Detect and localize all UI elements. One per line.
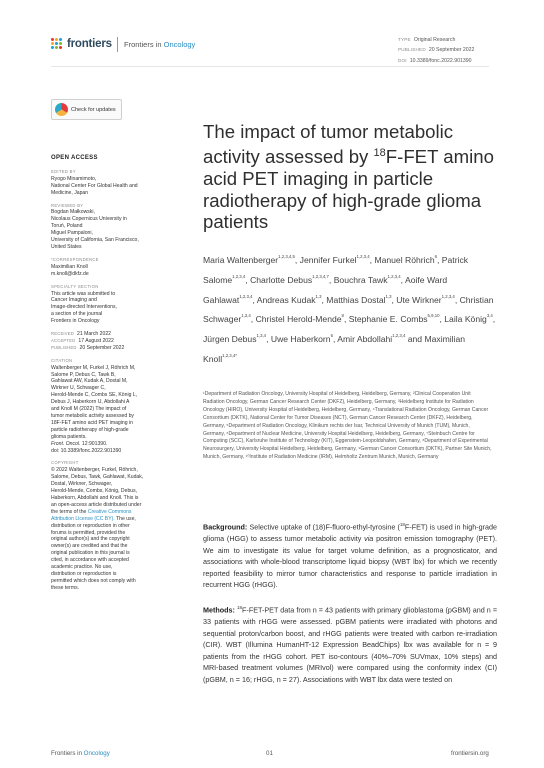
copyright-line: Dostal, Wirkner, Schwager,	[51, 481, 113, 488]
citation-line: Salome P, Debus C, Tawk B,	[51, 371, 116, 378]
footer-website-link[interactable]: frontiersin.org	[451, 750, 489, 757]
received-date	[51, 331, 166, 338]
author-affiliation-marks: 6	[434, 254, 438, 259]
citation-line: Herold-Mende C, Combs SE, König L,	[51, 392, 138, 399]
published-label: PUBLISHED	[398, 47, 426, 53]
accepted-value: 17 August 2022	[78, 337, 114, 344]
citation-label: CITATION	[51, 357, 73, 363]
journal-name[interactable]	[124, 40, 195, 49]
reviewer-line: Miguel Pampaloni,	[51, 230, 93, 237]
journal-prefix: Frontiers in	[124, 40, 164, 49]
reviewed-by-label: REVIEWED BY	[51, 202, 84, 208]
correspondence-label: *CORRESPONDENCE	[51, 256, 99, 262]
author-name[interactable]: Stephanie E. Combs	[348, 314, 428, 325]
author-separator: ,	[332, 334, 338, 345]
author-name[interactable]: Amir Abdollahi	[337, 334, 393, 345]
copyright-line: Salome, Debus, Tawk, Gahlawat, Kudak,	[51, 474, 144, 481]
abstract-methods	[203, 602, 497, 686]
frontiers-logo[interactable]	[51, 38, 112, 50]
author-affiliation-marks: 6	[330, 333, 333, 339]
copyright-line: distribution or reproduction is	[51, 570, 117, 577]
title-isotope: 18	[373, 146, 386, 159]
author-name[interactable]: Maria Waltenberger	[203, 255, 279, 265]
author-separator: ,	[328, 274, 334, 285]
header-rule	[51, 66, 489, 67]
citation-line: Wirkner U, Schwager C,	[51, 385, 106, 392]
author-separator: ,	[437, 255, 442, 265]
article-sidebar	[51, 155, 166, 592]
copyright-line: Herold-Mende, Combs, König, Debus,	[51, 488, 138, 495]
author-name[interactable]: Christel Herold-Mende	[255, 314, 342, 325]
accepted-date	[51, 338, 166, 345]
author-separator: ,	[391, 294, 397, 305]
cc-license-link[interactable]: Attribution License (CC BY).	[51, 515, 115, 522]
citation-volume: 12:901390.	[80, 440, 108, 447]
author-separator: ,	[266, 334, 271, 345]
reviewer-line: Bogdan Małkowski,	[51, 209, 95, 216]
author-separator: ,	[492, 314, 496, 325]
doi-label: DOI	[398, 57, 407, 63]
abstract	[203, 519, 497, 697]
author-separator: ,	[294, 255, 300, 265]
citation-line: and Knoll M (2022) The impact of	[51, 406, 127, 413]
author-name[interactable]: Jürgen Debus	[203, 334, 257, 345]
copyright-line: Haberkorn, Abdollahi and Knoll. This is	[51, 494, 139, 501]
specialty-line: a section of the journal	[51, 311, 103, 318]
copyright-line: forums is permitted, provided the	[51, 529, 126, 536]
reviewer-line: United States	[51, 243, 82, 250]
author-affiliation-marks: 1,3	[315, 293, 322, 299]
author-name[interactable]: Laila König	[444, 314, 487, 325]
background-text: positron emission tomography (PET). We aim to investigate its value for target volume definition, as a prognosticator, and associations with whole-blood transcriptome liquid biopsy (WBT lbx) for which we recently reported feasibility to mirror tumor characteristics and response to particle irradiation in recurrent HGG (rHGG).	[203, 533, 497, 590]
background-text: Selective uptake of (18)F-fluoro-ethyl-tyrosine (	[247, 522, 400, 532]
doi-value[interactable]: 10.3389/fonc.2022.901390	[409, 57, 472, 64]
type-value: Original Research	[413, 37, 456, 43]
copyright-text: the terms of the	[51, 508, 87, 515]
author-affiliation-marks: 5,9,10	[427, 313, 440, 319]
published-value: 20 September 2022	[79, 344, 125, 351]
methods-isotope: 18	[237, 604, 243, 610]
background-isotope: 18	[399, 522, 405, 527]
published-date	[51, 345, 166, 352]
published-value: 20 September 2022	[428, 47, 475, 54]
author-affiliation-marks: 1,3,4	[256, 333, 267, 339]
frontiers-logo-icon	[51, 38, 63, 50]
specialty-label: SPECIALTY SECTION	[51, 283, 99, 289]
edited-by-label: EDITED BY	[51, 168, 76, 174]
copyright-line: cited, in accordance with accepted	[51, 557, 129, 564]
open-access-label: OPEN ACCESS	[51, 155, 98, 161]
specialty-line: This article was submitted to	[51, 290, 116, 297]
author-separator: ,	[400, 274, 405, 285]
methods-label: Methods:	[203, 605, 235, 615]
edited-by-line: Medicine, Japan	[51, 189, 89, 196]
footer-journal-name: Oncology	[83, 750, 110, 757]
author-list	[203, 249, 498, 368]
background-via: via	[364, 533, 374, 543]
author-separator: ,	[439, 314, 445, 325]
citation-line: 18F-FET amino acid PET imaging in	[51, 419, 133, 426]
copyright-line: permitted which does not comply with	[51, 577, 136, 584]
correspondence-name: Maximilian Knoll	[51, 263, 88, 270]
copyright-line: original author(s) and the copyright	[51, 536, 130, 543]
author-name[interactable]: Uwe Haberkorn	[270, 334, 331, 345]
author-name[interactable]: and Maximilian Knoll	[203, 334, 466, 364]
page-number: 01	[266, 750, 273, 757]
copyright-line: academic practice. No use,	[51, 564, 113, 571]
received-label: RECEIVED	[51, 331, 75, 337]
cc-link[interactable]: Creative Commons	[87, 508, 132, 515]
background-label: Background:	[203, 522, 248, 532]
author-affiliation-marks: 1,2,3,4,5	[278, 254, 295, 259]
check-updates-label: Check for updates	[71, 106, 116, 113]
copyright-text: The use,	[114, 515, 136, 522]
citation-line: Gahlawat AW, Kudak A, Dostal M,	[51, 378, 128, 385]
copyright-line: these terms.	[51, 584, 80, 591]
specialty-line: Cancer Imaging and	[51, 297, 97, 304]
author-affiliation-marks: 1,2,3,4,7	[312, 273, 329, 279]
author-affiliation-marks: 8	[341, 313, 344, 319]
copyright-line: owner(s) are credited and that the	[51, 543, 128, 550]
crossmark-icon	[55, 103, 68, 116]
correspondence-email[interactable]: m.knoll@dkfz.de	[51, 270, 89, 277]
article-meta	[398, 35, 474, 66]
author-affiliation-marks: 1,3	[385, 293, 392, 299]
article-title	[203, 121, 503, 233]
author-separator: ,	[321, 294, 327, 305]
title-part2: F-FET amino acid PET imaging in particle radiotherapy of high-grade glioma patients	[203, 145, 494, 233]
title-part1: The impact of tumor metabolic activity assessed by	[203, 121, 454, 167]
reviewer-line: University of California, San Francisco,	[51, 237, 139, 244]
edited-by-line: Ryogo Minamimoto,	[51, 175, 97, 182]
citation-line: tumor metabolic activity assessed by	[51, 413, 134, 419]
journal-title: Oncology	[163, 40, 196, 49]
edited-by-line: National Center For Global Health and	[51, 182, 138, 189]
citation-doi[interactable]: doi: 10.3389/fonc.2022.901390	[51, 447, 122, 454]
copyright-line-with-link	[51, 516, 166, 523]
reviewer-line: Toruń, Poland	[51, 223, 83, 230]
author-name[interactable]: Patrick Salome	[203, 255, 469, 285]
citation-line: glioma patients.	[51, 433, 87, 440]
affiliations: ¹Department of Radiation Oncology, University Hospital of Heidelberg, Heidelberg, Germany, ²Clinical Cooperation Unit Radiation Oncology, German Cancer Research Center (DKFZ), Heidelberg, Germany, ³Heidelberg Institute for Radiation Oncology (HIRO), University Hospital of Heidelberg, Heidelberg, Germany, ⁴Translational Radiation Oncology, German Cancer Consortium (DKTK), National Center for Tumor Diseases (NCT), German Cancer Research Center (DKFZ), Heidelberg, Germany, ⁵Department of Radiation Oncology, Klinikum rechts der Isar, Technical University of Munich (TUM), Munich, Germany, ⁶Department of Nuclear Medicine, University Hospital Heidelberg, Heidelberg, Germany, ⁷Steinbuch Centre for Computing (SCC), Karlsruhe Institute of Technology (KIT), Eggenstein-Leopoldshafen, Germany, ⁸Department of Experimental Neurosurgery, University Hospital Heidelberg, Heidelberg, Germany, ⁹German Cancer Consortium (DKTK), Partner Site Munich, Munich, Germany, ¹⁰Institute of Radiation Medicine (IRM), Helmholtz Zentrum Munich, Munich, Germany	[203, 391, 492, 461]
author-name[interactable]: Christian Schwager	[203, 294, 494, 325]
copyright-line: distribution or reproduction in other	[51, 522, 130, 529]
author-affiliation-marks: 1,3,4	[241, 313, 251, 319]
author-affiliation-marks: 1,2,3,4*	[222, 352, 237, 358]
published-label: PUBLISHED	[51, 344, 77, 350]
abstract-background	[203, 519, 497, 591]
author-affiliation-marks: 1,2,3,4	[387, 273, 401, 279]
author-separator: ,	[245, 274, 251, 285]
copyright-line: original publication in this journal is	[51, 550, 130, 557]
specialty-line: Frontiers in Oncology	[51, 318, 100, 325]
type-label: TYPE	[398, 37, 411, 42]
author-name[interactable]: Jennifer Furkel	[299, 255, 357, 265]
author-name[interactable]: Andreas Kudak	[256, 294, 316, 305]
logo-text: frontiers	[67, 38, 112, 50]
author-affiliation-marks: 1,2,3,4	[356, 254, 370, 259]
author-name[interactable]: Charlotte Debus	[250, 274, 313, 285]
author-name[interactable]: Manuel Röhrich	[374, 255, 435, 265]
received-value: 21 March 2022	[77, 331, 111, 338]
background-text: F-FET) is used in high-grade glioma (HGG) to assess tumor metabolic activity	[203, 522, 497, 543]
author-name[interactable]: Bouchra Tawk	[333, 274, 388, 285]
citation-line: particle radiotherapy of high-grade	[51, 426, 129, 433]
author-separator: ,	[454, 294, 460, 305]
author-name[interactable]: Aoife Ward Gahlawat	[203, 274, 448, 305]
check-updates-button[interactable]	[51, 99, 122, 120]
author-name[interactable]: Ute Wirkner	[396, 294, 442, 305]
author-separator: ,	[343, 314, 349, 325]
copyright-line-with-link	[51, 509, 166, 516]
author-name[interactable]: Matthias Dostal	[326, 294, 386, 305]
specialty-line: Image-directed Interventions,	[51, 304, 117, 311]
footer-journal	[51, 750, 110, 757]
citation-line: Debus J, Haberkorn U, Abdollahi A	[51, 399, 130, 406]
copyright-label: COPYRIGHT	[51, 460, 79, 466]
author-affiliation-marks: 1,2,3,4	[232, 273, 246, 279]
author-affiliation-marks: 3,4	[486, 313, 493, 319]
accepted-label: ACCEPTED	[51, 337, 76, 343]
citation-line: Waltenberger M, Furkel J, Röhrich M,	[51, 364, 136, 371]
footer-journal-prefix: Frontiers in	[51, 750, 84, 757]
methods-text: F-FET-PET data from n = 43 patients with primary glioblastoma (pGBM) and n = 33 patients with rHGG were assessed. pGBM patients were irradiated with photons and sequential proton/carbon boost, and rHGG patients were treated with carbon re-irradiation (CIR). WBT (Illumina HumanHT-12 Expression BeadChips) lbx was available for n = 9 patients from the rHGG cohort. PET iso-contours (40%–70% SUVmax, 10% steps) and MRI-based treatment volumes (MRIvol) were compared using the conformity index (CI) (pGBM, n = 16; rHGG, n = 27). Associations with WBT lbx data were tested on	[203, 605, 498, 684]
copyright-line: an open-access article distributed under	[51, 501, 142, 508]
author-separator: ,	[369, 255, 375, 265]
reviewer-line: Nicolaus Copernicus University in	[51, 216, 127, 223]
author-affiliation-marks: 1,2,3,4	[392, 333, 406, 339]
copyright-line: © 2022 Waltenberger, Furkel, Röhrich,	[51, 467, 138, 474]
author-separator: ,	[252, 294, 257, 305]
author-affiliation-marks: 1,2,3,4	[239, 293, 253, 299]
citation-journal-line	[51, 441, 166, 448]
author-affiliation-marks: 1,2,3,4	[441, 293, 455, 299]
citation-journal: Front. Oncol.	[51, 440, 81, 447]
header-divider	[117, 37, 118, 52]
author-separator: ,	[250, 314, 256, 325]
